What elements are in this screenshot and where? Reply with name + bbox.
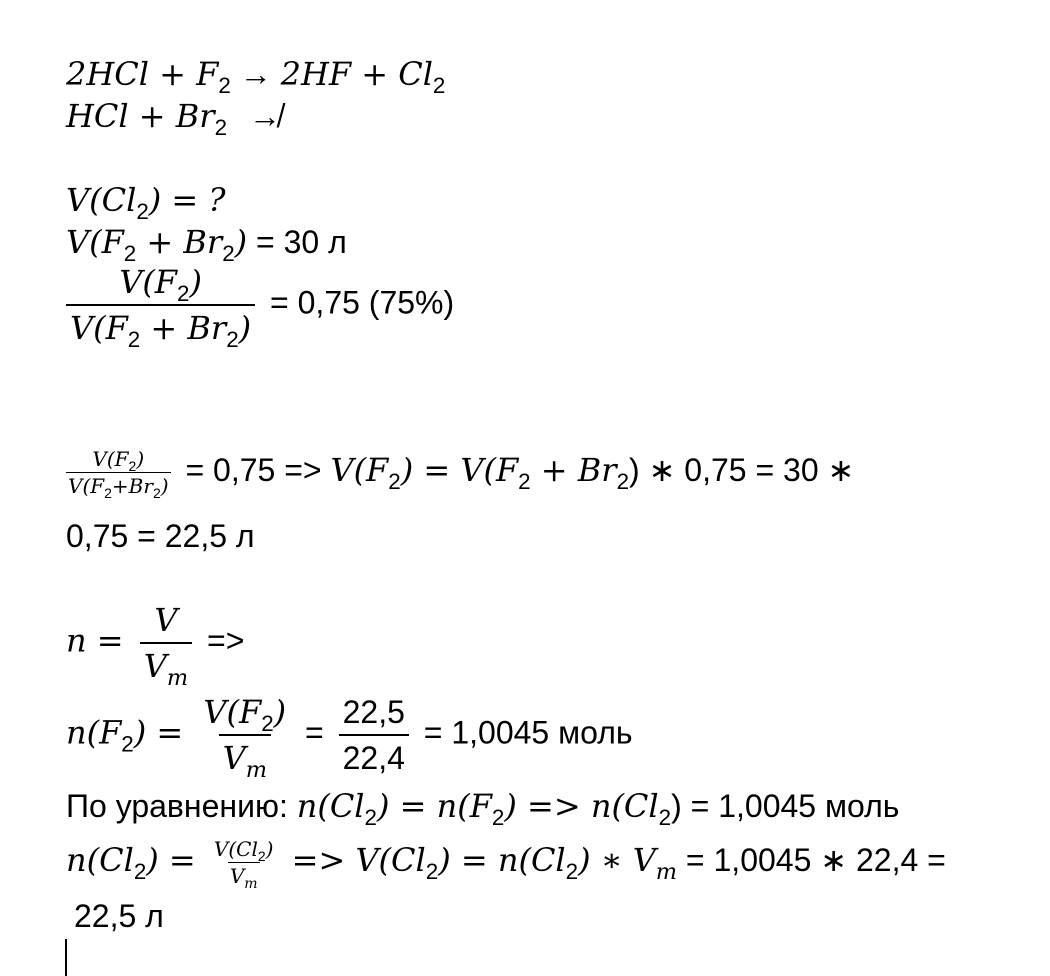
solution-f2-volume: $\frac{V(F_2)}{V(F_2+Br_2)}$ = $0,75 => V(F_2) = V(F_2 + Br_2)$ ∗ 0,75 = 30 ∗: [68, 447, 855, 501]
given-unknown: $V(Cl_2)$ = ?: [66, 181, 226, 224]
small-fraction: $\frac{V(F_2)}{V(F_2+Br_2)}$: [68, 447, 169, 501]
fraction: $\frac{V}{V_m}$: [140, 602, 192, 684]
by-equation-line: По уравнению: $n(Cl_2) = n(F_2) => n(Cl_2) = 1,0045$ моль: [66, 787, 900, 830]
formula-amount-of-substance: n = $\frac{V}{V_m}$ =>: [66, 601, 245, 691]
reaction-equation-hcl-br2: HCl + $Br_2$ ↛: [66, 97, 282, 140]
solution-f2-volume-result: 0,75 = 22,5 л: [66, 518, 255, 554]
fraction: $\frac{V(F_2)}{V_m}$: [203, 693, 287, 783]
fraction: $\frac{22,5}{22,4}$: [339, 694, 409, 776]
text-cursor: [65, 939, 67, 976]
given-volume-fraction: $\frac{V(F_2)}{V(F_2 + Br_2)}$ = 0,75 (75%): [66, 264, 454, 346]
reaction-equation-hcl-f2: $2HCl + F_2 \to 2HF + Cl_2$: [66, 55, 446, 98]
final-result: 22,5 л: [74, 898, 164, 934]
given-mixture-volume: $V(F_2 + Br_2) = 30$ л: [66, 223, 347, 266]
final-calc-cl2-volume: $n(Cl_2)$ = $\frac{V(Cl_2)}{V_m}$ => $V(Cl_2) = n(Cl_2)$ ∗ $V_m = 1,0045$ ∗ 22,4 =: [66, 837, 946, 892]
calc-amount-f2: $n(F_2)$ = $\frac{V(F_2)}{V_m}$ = $\frac{22,5}{22,4}$ = 1,0045 моль: [66, 693, 633, 783]
small-fraction: $\frac{V(Cl_2)}{V_m}$: [213, 837, 274, 892]
fraction: $\frac{V(F_2)}{V(F_2 + Br_2)}$: [66, 264, 255, 346]
